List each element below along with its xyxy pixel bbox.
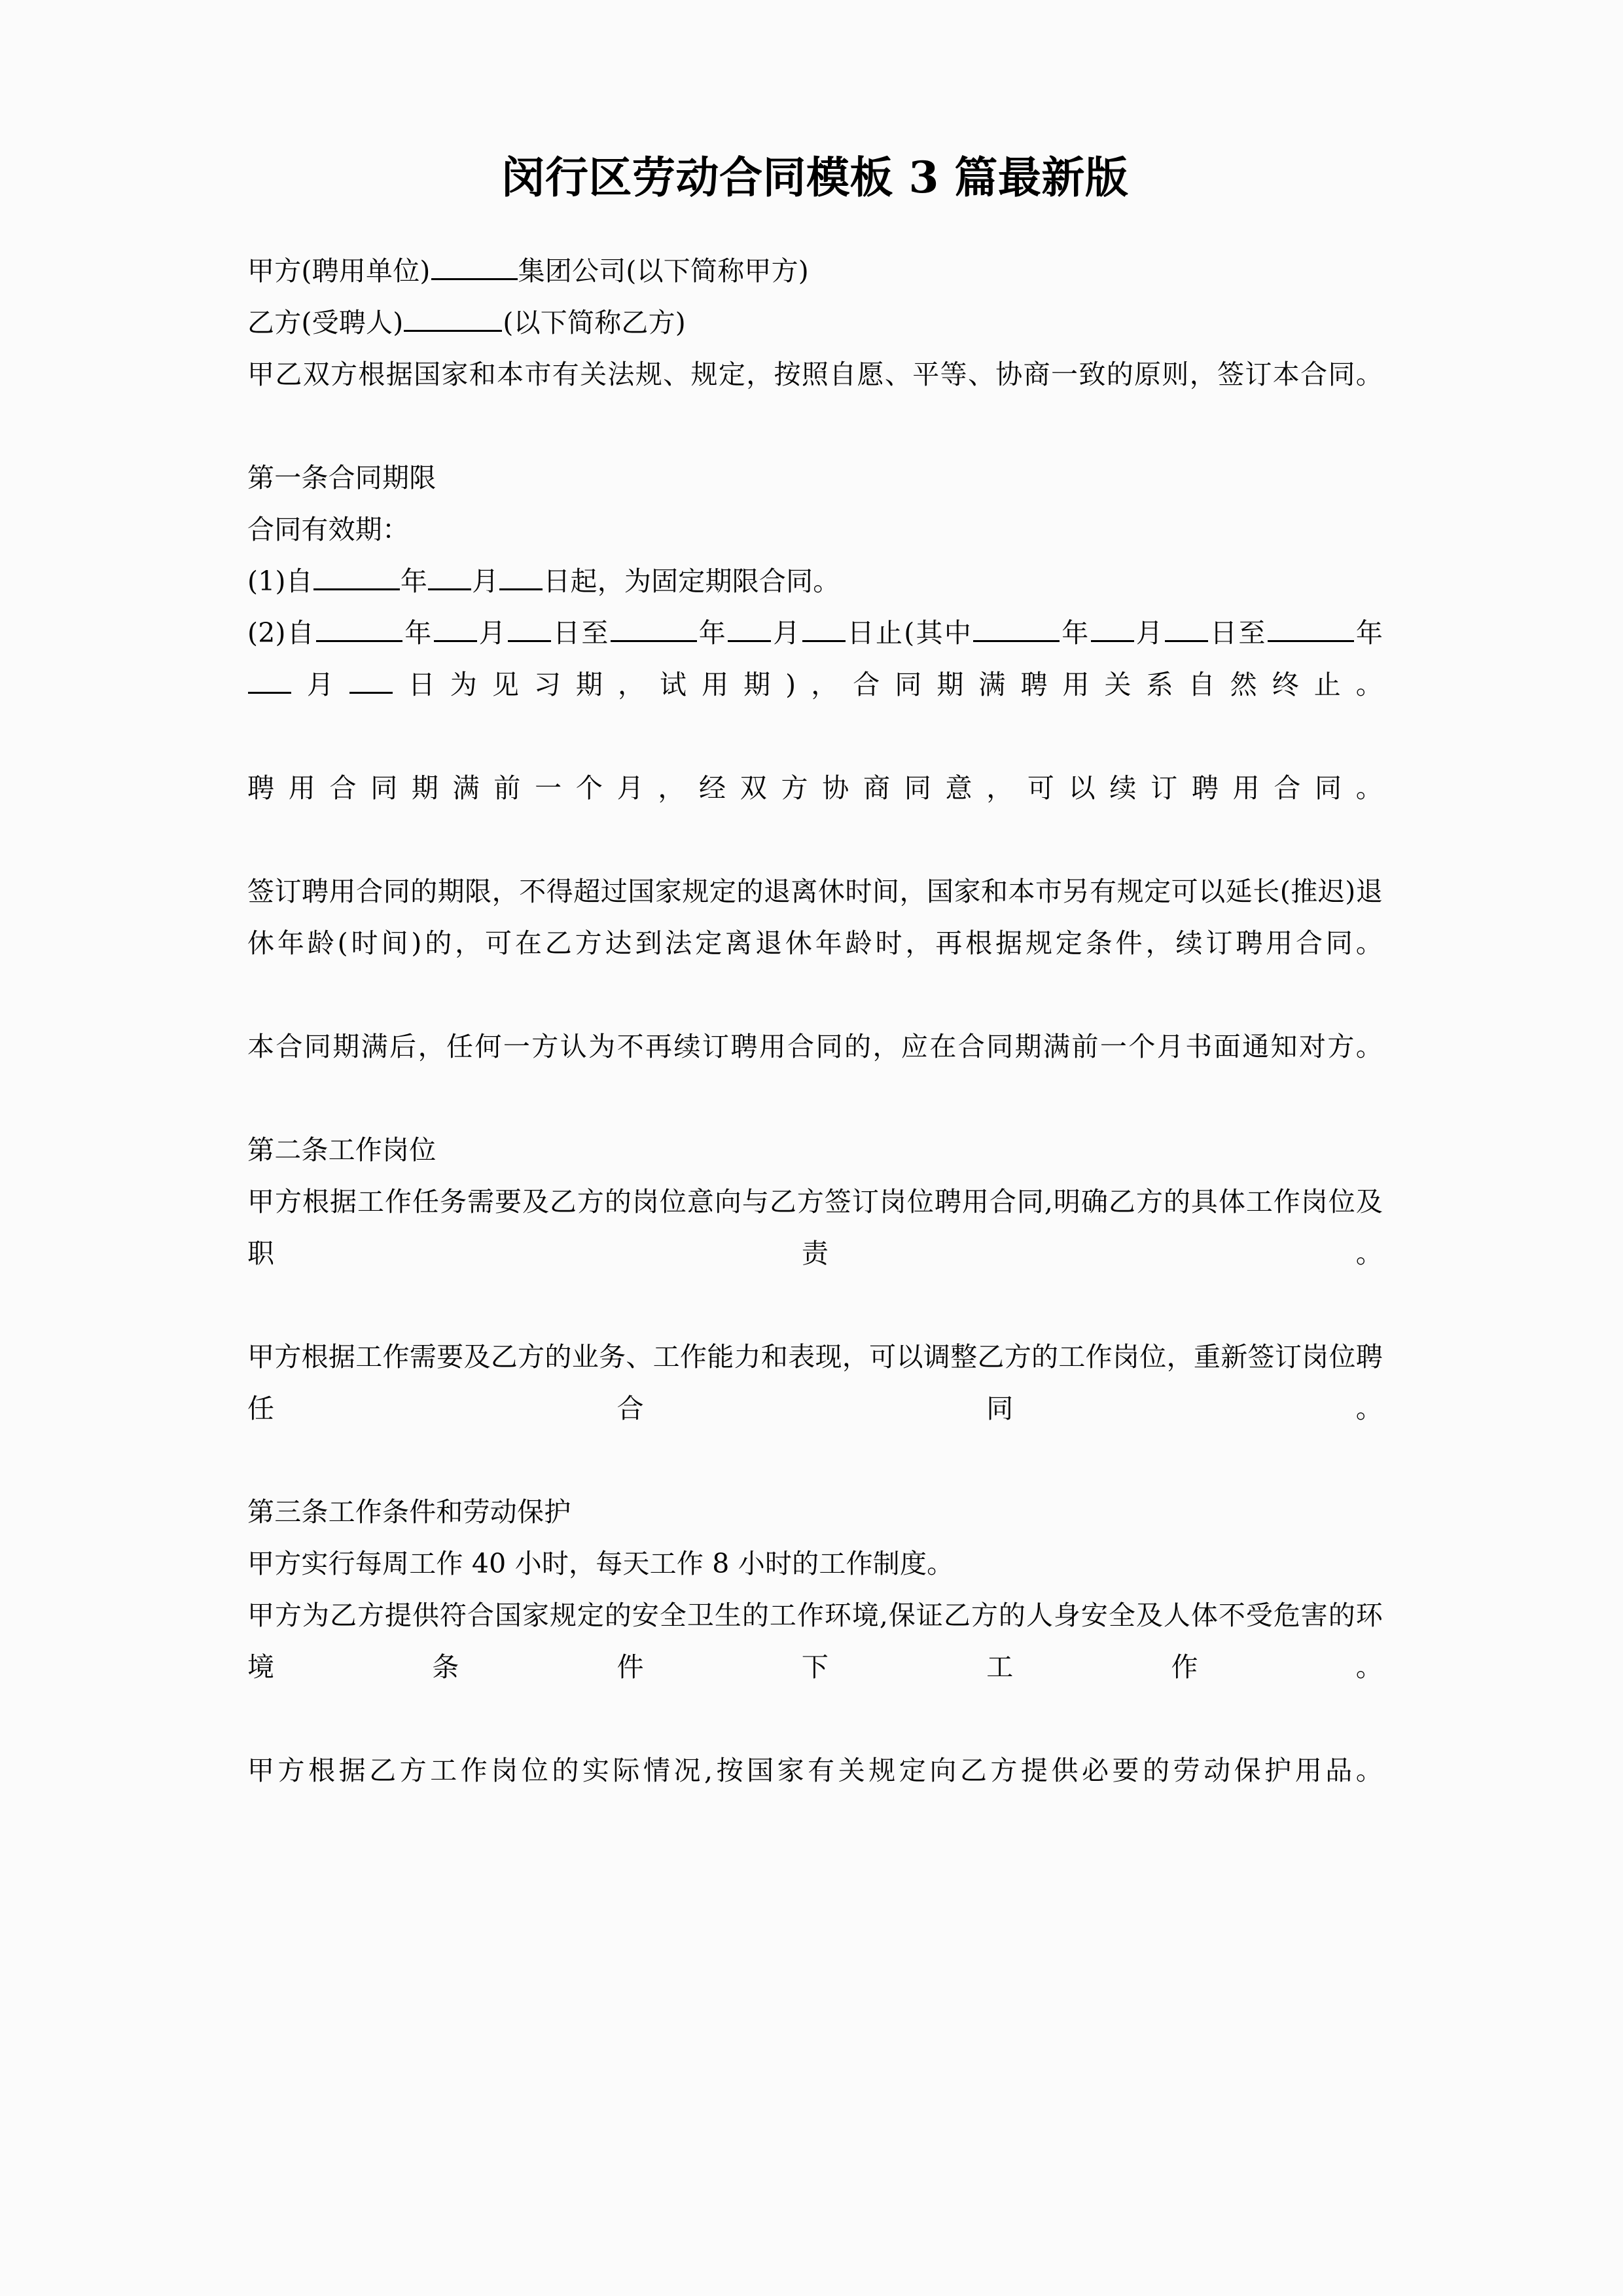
item-1-t3: 月 <box>472 565 499 597</box>
item-2-probation-end-month-blank[interactable] <box>248 664 291 694</box>
item-2-probation-start-month-blank[interactable] <box>1091 613 1134 642</box>
party-a-prefix: 甲方(聘用单位) <box>247 255 431 287</box>
document-body <box>247 151 1383 1848</box>
paragraph-post-adjustment: 甲方根据工作需要及乙方的业务、工作能力和表现，可以调整乙方的工作岗位，重新签订岗位聘任合同。 <box>247 1340 1383 1424</box>
item-2-marker: (2) <box>247 617 286 649</box>
paragraph-protective-gear: 甲方根据乙方工作岗位的实际情况,按国家有关规定向乙方提供必要的劳动保护用品。 <box>247 1754 1383 1786</box>
heading-article-3: 第三条工作条件和劳动保护 <box>247 1496 571 1528</box>
paragraph-expiry-notice: 本合同期满后，任何一方认为不再续订聘用合同的，应在合同期满前一个月书面通知对方。 <box>247 1030 1383 1062</box>
item-2-t1: 自 <box>285 617 316 649</box>
paragraph-working-hours: 甲方实行每周工作 40 小时，每天工作 8 小时的工作制度。 <box>247 1547 954 1579</box>
item-1-month-blank[interactable] <box>428 561 471 590</box>
item-2-t9: 月 <box>1134 617 1165 649</box>
list-item-2-term-range <box>247 607 1383 762</box>
item-2-probation-start-year-blank[interactable] <box>973 613 1060 642</box>
item-2-start-year-blank[interactable] <box>316 613 402 642</box>
paragraph-preamble: 甲乙双方根据国家和本市有关法规、规定，按照自愿、平等、协商一致的原则，签订本合同。 <box>247 358 1383 390</box>
item-1-year-blank[interactable] <box>313 561 400 590</box>
paragraph-term-limit: 签订聘用合同的期限，不得超过国家规定的退离休时间，国家和本市另有规定可以延长(推迟)退休年龄(时间)的，可在乙方达到法定离退休年龄时，再根据规定条件，续订聘用合同。 <box>247 875 1383 959</box>
heading-article-1: 第一条合同期限 <box>247 461 437 493</box>
item-2-start-day-blank[interactable] <box>508 613 551 642</box>
label-validity-period: 合同有效期： <box>247 513 410 545</box>
party-b-blank[interactable] <box>404 302 502 332</box>
item-1-marker: (1) <box>247 565 286 597</box>
item-2-probation-end-year-blank[interactable] <box>1268 613 1354 642</box>
page-title: 闵行区劳动合同模板 3 篇最新版 <box>501 152 1129 203</box>
item-2-t8: 年 <box>1060 617 1090 649</box>
paragraph-safe-environment: 甲方为乙方提供符合国家规定的安全卫生的工作环境,保证乙方的人身安全及人体不受危害的环境条件下工作。 <box>247 1599 1383 1683</box>
item-2-t4: 日至 <box>551 617 610 649</box>
item-1-t2: 年 <box>400 565 428 597</box>
item-2-end-day-blank[interactable] <box>802 613 846 642</box>
paragraph-post-assignment: 甲方根据工作任务需要及乙方的岗位意向与乙方签订岗位聘用合同,明确乙方的具体工作岗位及职责。 <box>247 1185 1383 1269</box>
party-b-suffix: (以下简称乙方) <box>503 306 686 338</box>
item-2-end-year-blank[interactable] <box>611 613 697 642</box>
item-2-t2: 年 <box>403 617 433 649</box>
item-2-t10: 日至 <box>1209 617 1267 649</box>
paragraph-renewal: 聘用合同期满前一个月，经双方协商同意，可以续订聘用合同。 <box>247 772 1383 804</box>
party-a-blank[interactable] <box>431 251 518 280</box>
paragraph-party-b <box>247 297 1383 349</box>
list-item-1-fixed-term <box>247 556 1383 607</box>
item-1-t4: 日起，为固定期限合同。 <box>543 565 840 597</box>
item-2-t11: 年 <box>1354 617 1383 649</box>
item-2-t6: 月 <box>772 617 802 649</box>
item-2-t7: 日止(其中 <box>846 617 973 649</box>
item-2-t13: 日为见习期，试用期)，合同期满聘用关系自然终止。 <box>393 668 1383 700</box>
heading-article-2: 第二条工作岗位 <box>247 1134 437 1166</box>
item-2-end-month-blank[interactable] <box>728 613 771 642</box>
item-2-start-month-blank[interactable] <box>434 613 477 642</box>
item-2-probation-start-day-blank[interactable] <box>1165 613 1208 642</box>
item-2-t5: 年 <box>697 617 728 649</box>
item-2-t12: 月 <box>292 668 349 700</box>
party-a-suffix: 集团公司(以下简称甲方) <box>518 255 809 287</box>
party-b-prefix: 乙方(受聘人) <box>247 306 404 338</box>
item-2-probation-end-day-blank[interactable] <box>349 664 393 694</box>
paragraph-party-a <box>247 245 1383 297</box>
item-2-t3: 月 <box>477 617 507 649</box>
item-1-day-blank[interactable] <box>499 561 543 590</box>
item-1-t1: 自 <box>285 565 313 597</box>
